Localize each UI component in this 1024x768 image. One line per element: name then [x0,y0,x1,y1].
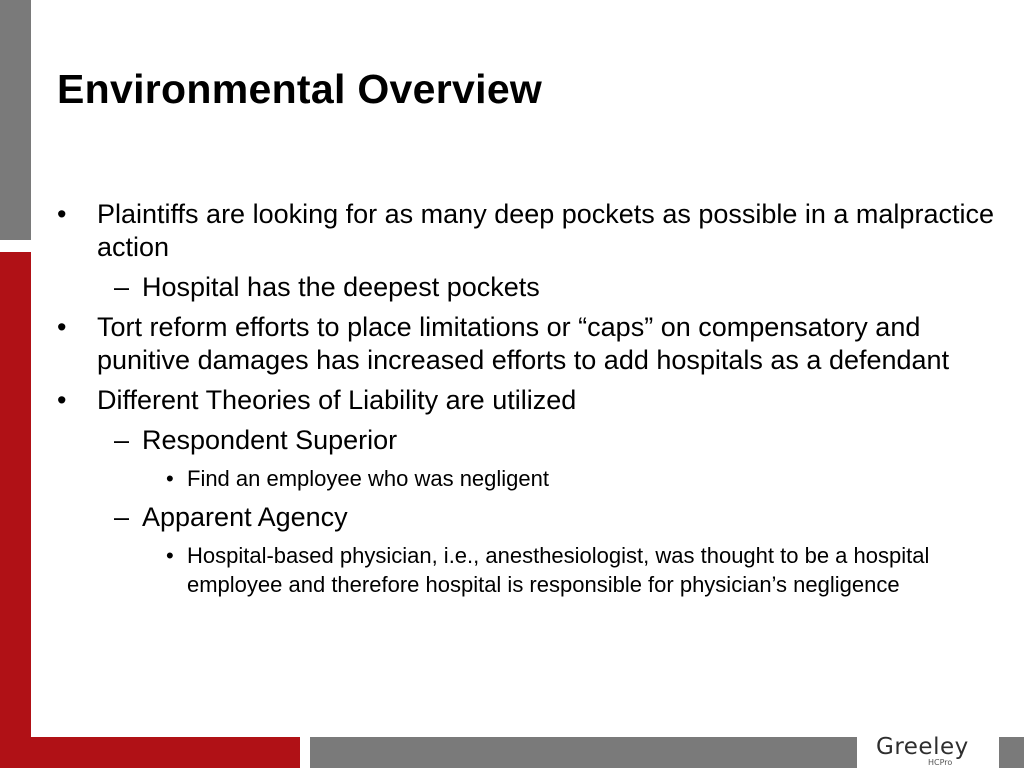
bullet-item [57,424,1002,457]
bullet-item [57,198,1002,264]
bullet-text: Different Theories of Liability are utilized [97,385,577,415]
bullet-text: Apparent Agency [142,502,348,532]
bullet-marker: • [57,385,67,415]
bullet-marker: • [166,543,174,568]
logo-sub: HCPro [928,758,953,767]
bullet-item [57,311,1002,377]
bullet-item [57,501,1002,534]
bullet-text: Hospital-based physician, i.e., anesthesiologist, was thought to be a hospital employee and therefore hospital is responsible for physician’s negligence [187,543,930,597]
bottom-gray-bar-end [999,737,1024,768]
greeley-logo [866,732,992,768]
bullet-marker: – [114,272,130,302]
bullet-text: Plaintiffs are looking for as many deep pockets as possible in a malpractice action [97,199,994,262]
bullet-item [57,271,1002,304]
bullet-marker: – [114,502,130,532]
bullet-marker: • [57,312,67,342]
left-gray-bar [0,0,31,240]
logo-name: Greeley [876,734,969,760]
bullet-item [57,541,1002,599]
slide-title: Environmental Overview [57,66,543,112]
left-red-bar [0,252,31,768]
bullet-marker: – [114,425,130,455]
bullet-text: Tort reform efforts to place limitations or “caps” on compensatory and punitive damages has increased efforts to add hospitals as a defendant [97,312,950,375]
bullet-list [57,198,1002,607]
bullet-text: Find an employee who was negligent [187,466,550,491]
bottom-red-bar [0,737,300,768]
bullet-text: Hospital has the deepest pockets [142,272,540,302]
bullet-marker: • [57,199,67,229]
bullet-item [57,464,1002,493]
bullet-item [57,384,1002,417]
bullet-text: Respondent Superior [142,425,398,455]
bottom-gray-bar [310,737,857,768]
bullet-marker: • [166,466,174,491]
